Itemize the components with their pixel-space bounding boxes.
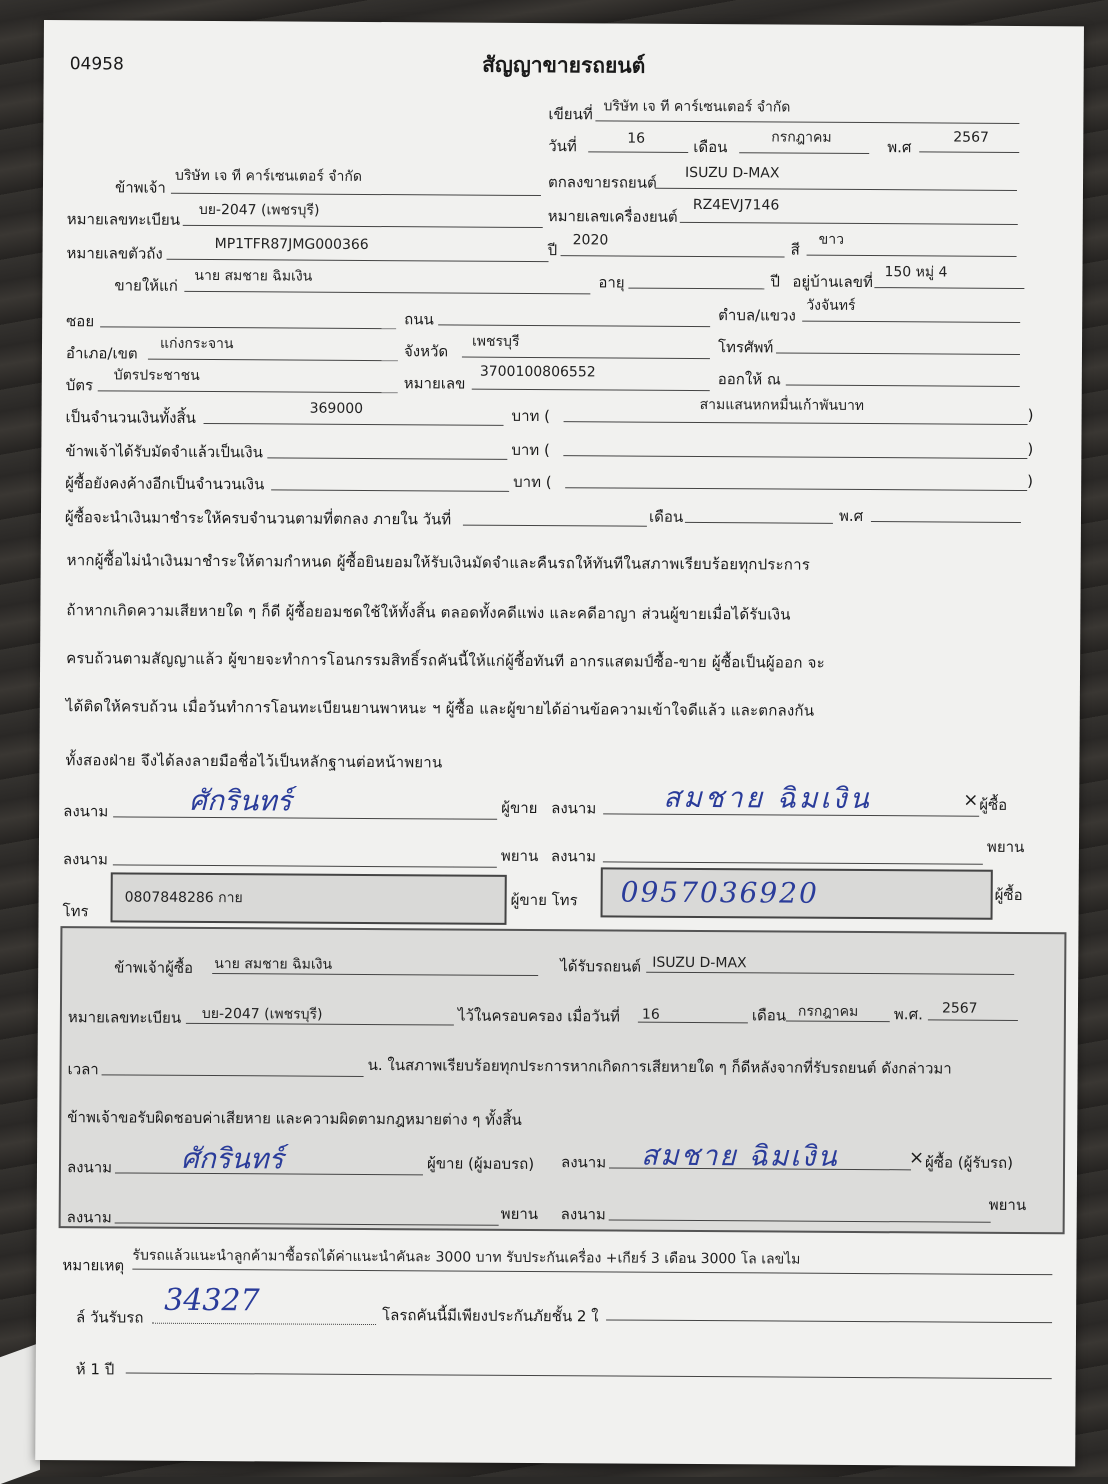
witness2-sign-line — [603, 861, 983, 864]
buyer-phone-role: ผู้ซื้อ — [994, 885, 1023, 904]
remaining-line — [271, 489, 509, 491]
seller-sign-line — [113, 816, 497, 819]
card-no-value: 3700100806552 — [479, 363, 596, 381]
card-label: บัตร — [65, 376, 94, 395]
receipt-plate-label: หมายเลขทะเบียน — [67, 1008, 182, 1027]
receipt-month-label: เดือน — [751, 1006, 787, 1025]
buyer-mark: × — [963, 789, 979, 811]
model-year-label: ปี — [547, 241, 558, 260]
province-label: จังหวัด — [403, 342, 449, 361]
witness2-role: พยาน — [986, 837, 1025, 857]
received-car-value: ISUZU D-MAX — [652, 954, 747, 972]
total-label: เป็นจำนวนเงินทั้งสิ้น — [65, 408, 197, 427]
house-label: อยู่บ้านเลขที่ — [792, 272, 873, 292]
document-title: สัญญาขายรถยนต์ — [482, 52, 646, 78]
receipt-year-line — [928, 1019, 1018, 1021]
notes-line2-suffix: โลรถคันนี้มีเพียงประกันภัยชั้น 2 ใ — [382, 1306, 599, 1326]
subdistrict-line — [802, 321, 1020, 323]
receipt-buyer-signature: สมชาย ฉิมเงิน — [640, 1138, 839, 1173]
deposit-words-line — [563, 455, 1027, 459]
agree-label: ตกลงขายรถยนต์ — [547, 173, 657, 192]
model-year-line — [561, 255, 785, 257]
color-line — [807, 255, 1017, 257]
paragraph-line-3: ครบถ้วนตามสัญญาแล้ว ผู้ขายจะทำการโอนกรรมสิทธิ์รถคันนี้ให้แก่ผู้ซื้อทันที อากรแสตมป์ซื้อ-ขาย ผู้ซื้อเป็นผู้ออก จะ — [66, 649, 825, 672]
receipt-witness2-sign-line — [609, 1219, 991, 1222]
issued-label: ออกให้ ณ — [717, 370, 781, 389]
province-line — [462, 357, 710, 360]
plate-line — [183, 225, 543, 228]
phone-line — [776, 352, 1020, 354]
receipt-seller-sign-label: ลงนาม — [66, 1158, 113, 1177]
buyer-phone-value: 0957036920 — [620, 875, 819, 910]
age-label: อายุ — [598, 273, 625, 292]
model-year-value: 2020 — [572, 232, 609, 249]
total-baht-label: บาท ( — [511, 406, 551, 426]
house-value: 150 หมู่ 4 — [884, 264, 948, 281]
year-value: 2567 — [953, 129, 989, 146]
paragraph-line-4: ได้ติดให้ครบถ้วน เมื่อวันทำการโอนทะเบียนยานพาหนะ ฯ ผู้ซื้อ และผู้ขายได้อ่านข้อความเข้าใจดีแล้ว และตกลงกัน — [65, 697, 815, 720]
witness1-role: พยาน — [500, 846, 539, 866]
engine-label: หมายเลขเครื่องยนต์ — [547, 207, 678, 226]
paragraph-line-5: ทั้งสองฝ่าย จึงได้ลงลายมือชื่อไว้เป็นหลักฐานต่อหน้าพยาน — [65, 751, 443, 772]
notes-text-1: รับรถแล้วแนะนำลูกค้ามาซื้อรถได้ค่าแนะนำคันละ 3000 บาท รับประกันเครื่อง +เกียร์ 3 เดือน 3000 โล เลขไม — [132, 1247, 801, 1268]
date-line — [588, 151, 688, 153]
car-line — [655, 188, 1017, 191]
buyer-line — [184, 291, 590, 294]
seller-phone-label: ผู้ขาย โทร — [510, 890, 578, 910]
receipt-witness1-sign-label: ลงนาม — [66, 1208, 112, 1227]
color-label: สี — [790, 240, 800, 259]
paragraph-line-1: หากผู้ซื้อไม่นำเงินมาชำระให้ตามกำหนด ผู้ซื้อยินยอมให้รับเงินมัดจำและคืนรถให้ทันทีในสภาพเรียบร้อยทุกประการ — [66, 551, 811, 574]
witness1-sign-line — [113, 864, 497, 867]
total-value: 369000 — [309, 400, 364, 417]
phone-label: โทรศัพท์ — [717, 338, 774, 357]
written-at-value: บริษัท เจ ที คาร์เซนเตอร์ จำกัด — [603, 98, 791, 116]
receipt-witness2-sign-label: ลงนาม — [560, 1205, 606, 1224]
notes-text-3: ห้ 1 ปี — [75, 1360, 115, 1379]
district-value: แก่งกระจาน — [159, 335, 234, 353]
phone-row-label: โทร — [62, 902, 89, 921]
deposit-label: ข้าพเจ้าได้รับมัดจำแล้วเป็นเงิน — [65, 442, 263, 462]
chassis-label: หมายเลขตัวถัง — [66, 244, 163, 263]
possession-label: ไว้ในครอบครอง เมื่อวันที่ — [457, 1006, 620, 1026]
notes-line-3 — [126, 1373, 1052, 1380]
time-text: น. ในสภาพเรียบร้อยทุกประการหากเกิดการเสียหายใด ๆ ก็ดีหลังจากที่รับรถยนต์ ดังกล่าวมา — [367, 1055, 952, 1078]
month-label: เดือน — [693, 137, 728, 157]
year-line — [919, 151, 1019, 153]
time-label: เวลา — [67, 1060, 99, 1079]
deposit-close-paren: ) — [1027, 440, 1034, 459]
age-unit: ปี — [770, 272, 781, 291]
total-words-line — [564, 421, 1028, 425]
engine-line — [680, 222, 1018, 225]
receipt-seller-role: ผู้ขาย (ผู้มอบรถ) — [426, 1154, 535, 1174]
color-value: ขาว — [818, 231, 845, 248]
buyer-role: ผู้ซื้อ — [979, 795, 1008, 814]
road-label: ถนน — [404, 310, 434, 329]
road-line — [438, 324, 710, 327]
paragraph-line-2: ถ้าหากเกิดความเสียหายใด ๆ ก็ดี ผู้ซื้อยอมชดใช้ให้ทั้งสิ้น ตลอดทั้งคดีแพ่ง และคดีอาญา ส่วนผู้ขายเมื่อได้รับเงิน — [66, 601, 791, 624]
receipt-seller-signature: ศักรินทร์ — [180, 1141, 284, 1176]
buyer-signature: สมชาย ฉิมเงิน — [663, 780, 872, 816]
document-number: 04958 — [69, 54, 124, 75]
received-car-line — [646, 972, 1014, 975]
remaining-close-paren: ) — [1027, 472, 1034, 491]
soi-line — [100, 326, 396, 329]
written-at-line — [595, 120, 1019, 124]
deposit-line — [267, 457, 507, 459]
receipt-section — [59, 926, 1067, 1234]
seller-signature: ศักรินทร์ — [189, 783, 292, 818]
payby-month-line — [685, 522, 833, 524]
engine-value: RZ4EVJ7146 — [692, 196, 780, 214]
payby-label: ผู้ซื้อจะนำเงินมาชำระให้ครบจำนวนตามที่ตกลง ภายใน วันที่ — [64, 508, 452, 529]
plate-value: บย-2047 (เพชรบุรี) — [198, 201, 320, 219]
plate-label: หมายเลขทะเบียน — [66, 210, 181, 229]
buyer-value: นาย สมชาย ฉิมเงิน — [194, 267, 313, 285]
total-words: สามแสนหกหมื่นเก้าพันบาท — [699, 397, 865, 415]
card-no-line — [472, 389, 710, 391]
seller-phone-value: 0807848286 กาย — [124, 889, 243, 907]
buyer-phone-box — [601, 867, 993, 919]
remaining-label: ผู้ซื้อยังคงค้างอีกเป็นจำนวนเงิน — [65, 474, 265, 494]
witness1-sign-label: ลงนาม — [62, 850, 109, 869]
district-line — [148, 359, 398, 362]
receipt-buyer-value: นาย สมชาย ฉิมเงิน — [214, 956, 333, 973]
notes-line-2 — [606, 1319, 1052, 1323]
card-no-label: หมายเลข — [403, 374, 466, 393]
remaining-words-line — [565, 487, 1027, 491]
mileage-line — [152, 1323, 376, 1325]
seller-line — [171, 193, 541, 196]
subdistrict-value: วังจันทร์ — [806, 297, 856, 314]
payby-month-label: เดือน — [648, 507, 684, 526]
total-line — [204, 423, 504, 426]
notes-line-1 — [132, 1269, 1052, 1276]
buyer-sign-label: ลงนาม — [551, 799, 597, 818]
subdistrict-label: ตำบล/แขวง — [718, 306, 796, 325]
month-value: กรกฎาคม — [771, 129, 832, 146]
payby-date-line — [463, 525, 647, 527]
chassis-line — [167, 259, 549, 262]
deposit-baht-label: บาท ( — [511, 440, 550, 460]
card-value: บัตรประชาชน — [113, 367, 200, 384]
mileage-value: 34327 — [164, 1282, 260, 1319]
soi-label: ซอย — [66, 312, 95, 331]
total-close-paren: ) — [1027, 406, 1034, 425]
seller-role: ผู้ขาย — [501, 798, 538, 818]
seller-phone-box — [110, 872, 506, 924]
receipt-witness1-sign-line — [115, 1222, 499, 1225]
receipt-buyer-sign-label: ลงนาม — [560, 1153, 607, 1172]
receipt-witness2-role: พยาน — [988, 1195, 1027, 1215]
witness2-sign-label: ลงนาม — [550, 847, 597, 866]
district-label: อำเภอ/เขต — [65, 344, 138, 363]
card-line — [98, 390, 398, 393]
seller-value: บริษัท เจ ที คาร์เซนเตอร์ จำกัด — [175, 167, 363, 185]
receipt-buyer-role: ผู้ซื้อ (ผู้รับรถ) — [924, 1153, 1014, 1172]
paper-scrap — [0, 1343, 40, 1484]
notes-label: หมายเหตุ — [62, 1256, 125, 1275]
receipt-date-value: 16 — [641, 1006, 660, 1023]
receipt-buyer-label: ข้าพเจ้าผู้ซื้อ — [114, 958, 194, 977]
receipt-month-value: กรกฎาคม — [797, 1003, 859, 1020]
year-label: พ.ศ — [887, 138, 912, 157]
payby-year-line — [871, 521, 1021, 523]
notes-line2-prefix: ล์ วันรับรถ — [76, 1308, 144, 1327]
received-label: ได้รับรถยนต์ — [560, 957, 642, 976]
liability-text: ข้าพเจ้าขอรับผิดชอบค่าเสียหาย และความผิดตามกฎหมายต่าง ๆ ทั้งสิ้น — [67, 1108, 522, 1129]
buyer-label: ขายให้แก่ — [114, 276, 178, 295]
time-line — [102, 1074, 364, 1077]
seller-sign-label: ลงนาม — [63, 802, 109, 821]
seller-label: ข้าพเจ้า — [114, 178, 166, 197]
age-line — [628, 288, 764, 290]
date-value: 16 — [627, 130, 646, 147]
date-label: วันที่ — [548, 137, 577, 156]
issued-line — [786, 385, 1020, 387]
payby-year-label: พ.ศ — [838, 506, 864, 526]
contract-paper — [35, 20, 1084, 1466]
receipt-year-label: พ.ศ. — [893, 1005, 923, 1024]
car-value: ISUZU D-MAX — [685, 164, 780, 182]
province-value: เพชรบุรี — [471, 333, 520, 350]
receipt-witness1-role: พยาน — [500, 1204, 539, 1224]
receipt-plate-value: บย-2047 (เพชรบุรี) — [201, 1005, 323, 1023]
receipt-buyer-line — [212, 973, 538, 976]
month-line — [739, 152, 869, 154]
remaining-baht-label: บาท ( — [513, 472, 552, 492]
chassis-value: MP1TFR87JMG000366 — [214, 236, 369, 253]
house-line — [874, 287, 1024, 289]
written-at-label: เขียนที่ — [548, 105, 593, 124]
receipt-buyer-mark: × — [909, 1147, 925, 1169]
receipt-year-value: 2567 — [941, 1000, 978, 1017]
